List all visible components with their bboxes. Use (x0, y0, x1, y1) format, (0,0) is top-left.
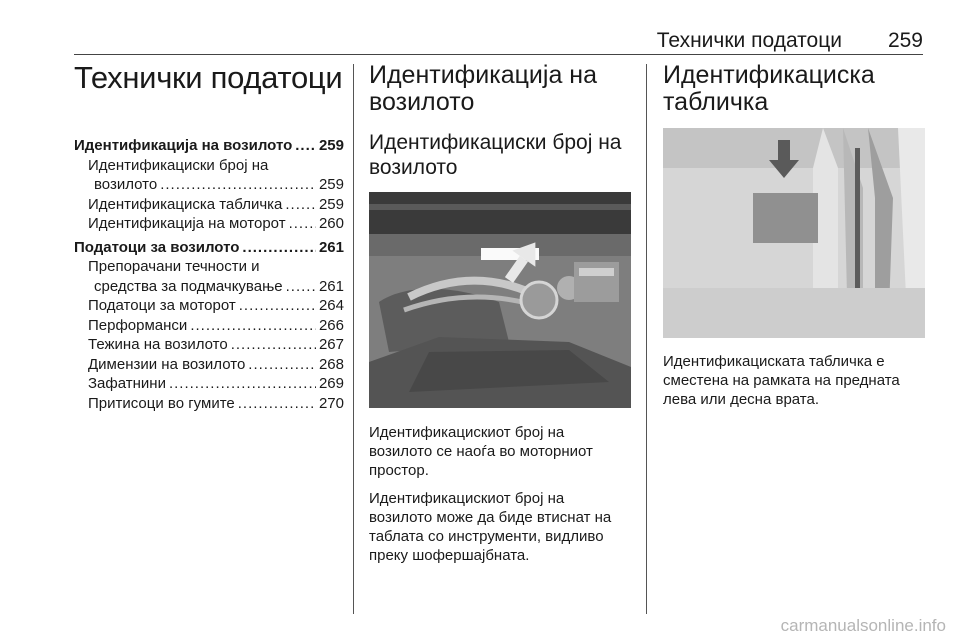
column-divider-right (646, 64, 647, 614)
toc-entry-continuation[interactable]: возилото ..... 259 (74, 175, 344, 195)
toc-entry[interactable]: Препорачани течности и (88, 258, 260, 275)
vin-windshield-text: Идентификацискиот број на возилото може да биде втиснат на таблата со инструменти, видливо преку шофершајбната. (369, 490, 612, 564)
chapter-toc-column (74, 60, 344, 413)
column-divider-left (353, 64, 354, 614)
engine-compartment-illustration (369, 192, 631, 408)
identification-plate (753, 193, 818, 243)
toc-entry[interactable]: Тежина на возилото ..... 267 (74, 335, 344, 355)
toc-entry[interactable]: Зафатнини ..... 269 (74, 374, 344, 394)
toc-entry[interactable]: Перформанси ..... 266 (74, 316, 344, 336)
section-heading: Идентификација на возилото (369, 61, 598, 116)
vin-location-text: Идентификацискиот број на возилото се наоѓа во моторниот простор. (369, 424, 593, 479)
section-heading: Идентификациска табличка (663, 61, 875, 116)
toc-entry[interactable]: Идентификација на моторот ..... 260 (74, 214, 344, 234)
header-divider (74, 54, 923, 55)
subsection-heading: Идентификациски број на возилото (369, 131, 622, 179)
engine-compartment-photo (369, 192, 631, 408)
toc-entry[interactable]: Податоци за возилото ..... 261 (74, 238, 344, 258)
toc-entry[interactable]: Податоци за моторот ..... 264 (74, 296, 344, 316)
vehicle-identification-column (369, 62, 631, 565)
door-frame-photo (663, 128, 925, 338)
door-frame-illustration (663, 128, 925, 338)
toc-entry-continuation[interactable]: средства за подмачкување ..... 261 (74, 277, 344, 297)
page-header (0, 0, 960, 50)
toc-entry[interactable]: Идентификација на возилото ..... 259 (74, 136, 344, 156)
chapter-title: Технички податоци (74, 60, 343, 95)
toc-entry[interactable]: Идентификациски број на (88, 156, 269, 174)
plate-location-text: Идентификациската табличка е сместена на рамката на предната лева или десна врата. (663, 353, 900, 408)
watermark: carmanualsonline.info (780, 616, 946, 635)
running-title: Технички податоци (656, 29, 842, 52)
toc-entry[interactable]: Идентификациска табличка ..... 259 (74, 195, 344, 215)
identification-plate-column (663, 62, 925, 409)
toc-entry[interactable]: Притисоци во гумите ..... 270 (74, 394, 344, 414)
page-number: 259 (887, 29, 923, 52)
toc-entry[interactable]: Димензии на возилото ..... 268 (74, 355, 344, 375)
table-of-contents (74, 136, 344, 413)
